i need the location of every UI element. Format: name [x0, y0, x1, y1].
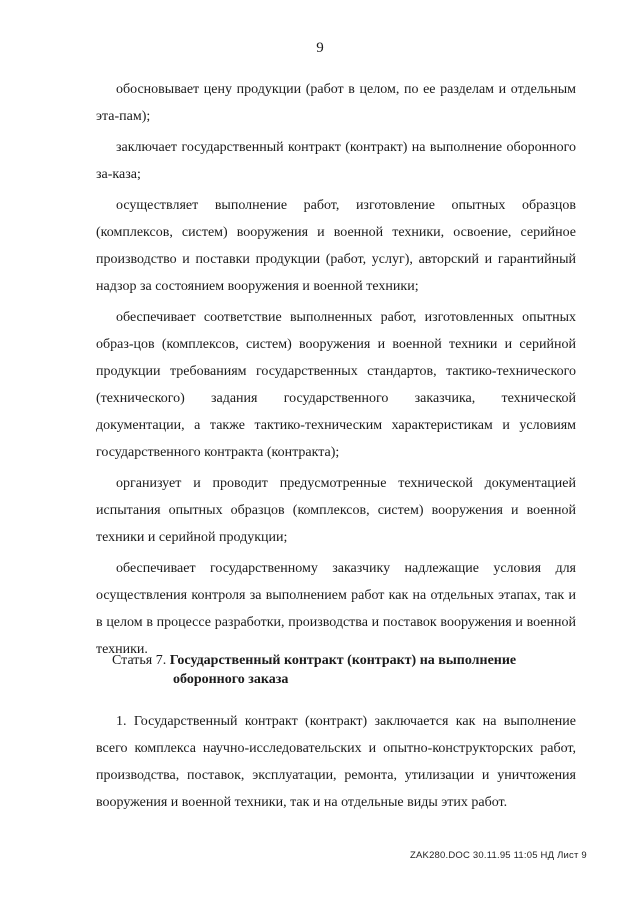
paragraph-section-1: 1. Государственный контракт (контракт) заключается как на выполнение всего комплекса научно-исследовательских и опытно-конструкторских работ, производства, поставок, эксплуатации, ремонта, утилизации и уничтожения вооружения и военной техники, так и на отдельные виды этих работ.	[96, 714, 576, 810]
article-heading	[112, 651, 582, 689]
article-title-line1: Государственный контракт (контракт) на выполнение	[169, 653, 517, 668]
paragraph-testing: организует и проводит предусмотренные технической документацией испытания опытных образцов (комплексов, систем) вооружения и военной техники и серийной продукции;	[96, 476, 576, 545]
page-number: 9	[316, 40, 324, 56]
page-footer: ZAK280.DOC 30.11.95 11:05 НД Лист 9	[410, 850, 587, 861]
paragraph-compliance: обеспечивает соответствие выполненных работ, изготовленных опытных образ-цов (комплексов, систем) вооружения и военной техники и серийной продукции требованиям государственных стандартов, тактико-технического (технического) задания государственного заказчика, технической документации, а также тактико-техническим характеристикам и условиям государственного контракта (контракта);	[96, 310, 576, 460]
paragraph-contract: заключает государственный контракт (контракт) на выполнение оборонного за-каза;	[96, 140, 576, 182]
article-label: Статья 7.	[112, 653, 167, 668]
paragraph-works: осуществляет выполнение работ, изготовление опытных образцов (комплексов, систем) вооружения и военной техники, освоение, серийное производство и поставки продукции (работ, услуг), авторский и гарантийный надзор за состоянием вооружения и военной техники;	[96, 198, 576, 294]
paragraph-price: обосновывает цену продукции (работ в целом, по ее разделам и отдельным эта-пам);	[96, 82, 576, 124]
paragraph-control: обеспечивает государственному заказчику надлежащие условия для осуществления контроля за выполнением работ как на отдельных этапах, так и в целом в процессе разработки, производства и поставок вооружения и военной техники.	[96, 561, 576, 657]
obligations-list	[96, 76, 576, 667]
article-title-line2: оборонного заказа	[173, 672, 289, 687]
article-body	[96, 708, 576, 820]
